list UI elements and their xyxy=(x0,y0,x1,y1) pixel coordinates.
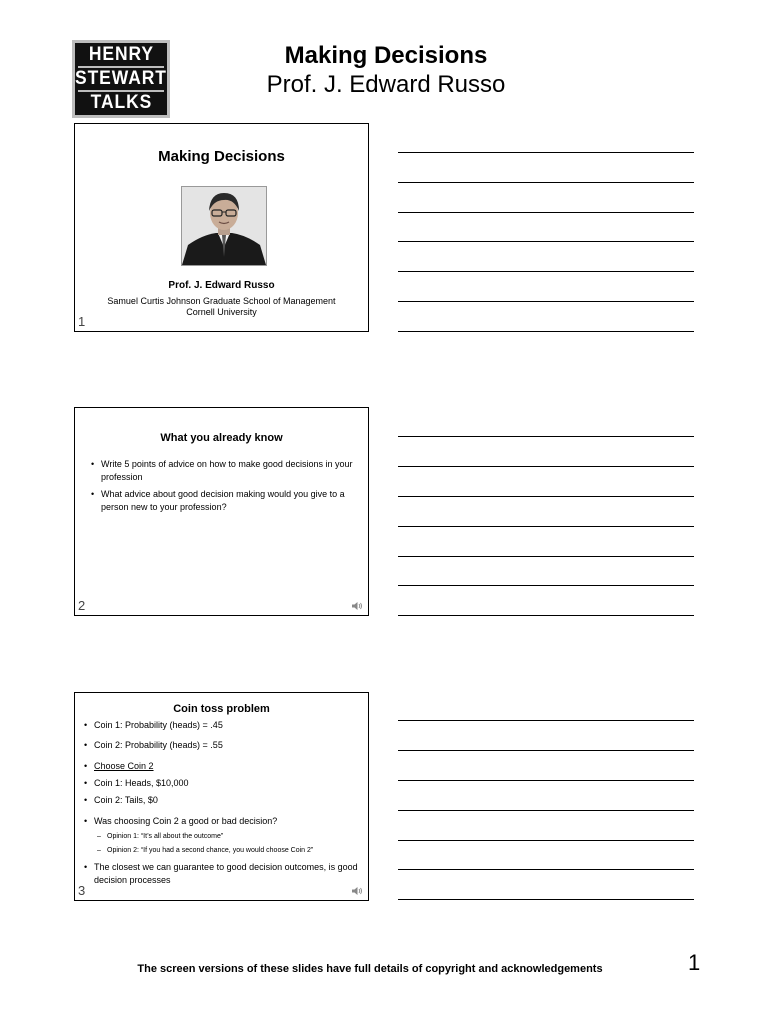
list-item: • What advice about good decision making would you give to a person new to your profession? xyxy=(89,488,356,514)
note-line xyxy=(398,466,694,467)
slide-number: 3 xyxy=(78,883,86,898)
note-line xyxy=(398,840,694,841)
note-line xyxy=(398,556,694,557)
bullet-list xyxy=(89,458,356,518)
note-line xyxy=(398,301,694,302)
slide-title: Coin toss problem xyxy=(173,703,270,715)
logo-inner xyxy=(75,43,167,115)
note-line xyxy=(398,526,694,527)
audio-speaker-icon[interactable] xyxy=(351,601,363,611)
document-title: Making Decisions xyxy=(284,42,488,69)
note-line xyxy=(398,152,694,153)
note-line xyxy=(398,585,694,586)
speaker-affiliation xyxy=(75,296,368,318)
henry-stewart-talks-logo xyxy=(72,40,170,118)
list-item: • Coin 2: Tails, $0 xyxy=(83,794,358,807)
note-line xyxy=(398,496,694,497)
list-item: • Coin 2: Probability (heads) = .55 xyxy=(83,739,358,752)
list-item-choose: • Choose Coin 2 xyxy=(83,760,358,773)
note-line xyxy=(398,869,694,870)
slide-2 xyxy=(74,407,369,616)
logo-word-henry: HENRY xyxy=(88,44,154,66)
slide-3 xyxy=(74,692,369,901)
note-line xyxy=(398,212,694,213)
note-line xyxy=(398,241,694,242)
note-line xyxy=(398,810,694,811)
list-item-question: • Was choosing Coin 2 a good or bad decision? xyxy=(83,815,358,828)
list-item: • Write 5 points of advice on how to make good decisions in your profession xyxy=(89,458,356,484)
note-line xyxy=(398,720,694,721)
list-item-conclusion: • The closest we can guarantee to good decision outcomes, is good decision processes xyxy=(83,861,358,887)
logo-word-talks: TALKS xyxy=(90,91,152,113)
audio-speaker-icon[interactable] xyxy=(351,886,363,896)
note-line xyxy=(398,271,694,272)
page-number: 1 xyxy=(688,950,701,975)
copyright-footer: The screen versions of these slides have full details of copyright and acknowledgements xyxy=(137,963,603,975)
note-line xyxy=(398,615,694,616)
affiliation-line: Samuel Curtis Johnson Graduate School of Management xyxy=(107,296,336,306)
sub-list-item: – Opinion 1: “It’s all about the outcome” xyxy=(83,831,358,842)
slide-body xyxy=(83,719,358,887)
note-line xyxy=(398,780,694,781)
note-line xyxy=(398,750,694,751)
logo-word-stewart: STEWART xyxy=(75,67,167,89)
list-item: • Coin 1: Probability (heads) = .45 xyxy=(83,719,358,732)
note-line xyxy=(398,436,694,437)
note-line xyxy=(398,899,694,900)
speaker-portrait-icon xyxy=(182,187,266,265)
document-subtitle: Prof. J. Edward Russo xyxy=(266,71,506,98)
slide-title: What you already know xyxy=(160,432,283,444)
note-line xyxy=(398,182,694,183)
slide-number: 2 xyxy=(78,598,86,613)
slide-1 xyxy=(74,123,369,332)
speaker-photo xyxy=(181,186,267,266)
list-item: • Coin 1: Heads, $10,000 xyxy=(83,777,358,790)
note-line xyxy=(398,331,694,332)
sub-list-item: – Opinion 2: “If you had a second chance, you would choose Coin 2” xyxy=(83,845,358,856)
slide-title: Making Decisions xyxy=(158,148,285,165)
affiliation-line: Cornell University xyxy=(186,307,257,317)
speaker-name: Prof. J. Edward Russo xyxy=(168,280,275,291)
slide-number: 1 xyxy=(78,314,86,329)
